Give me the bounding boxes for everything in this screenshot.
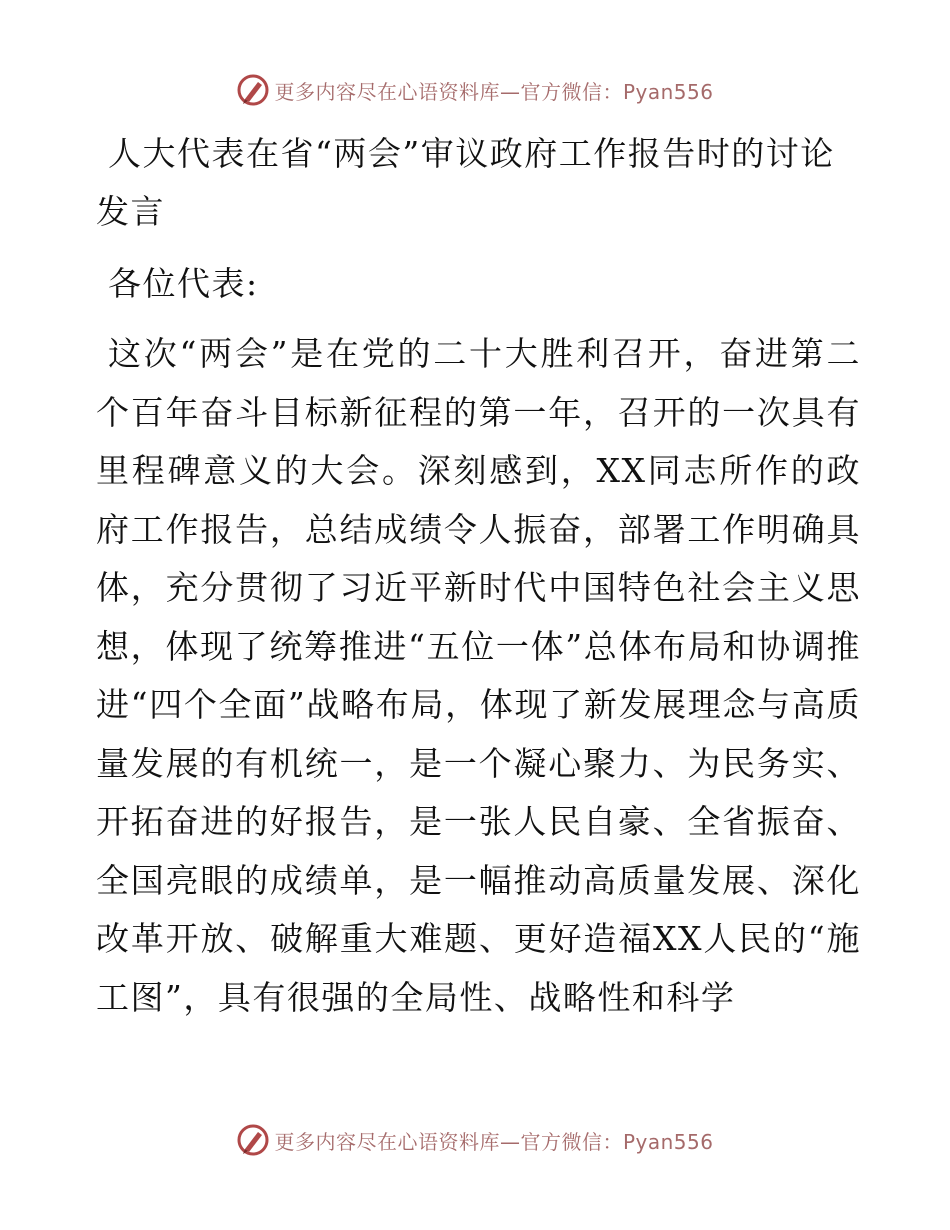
pen-logo-icon [236,73,270,107]
body-paragraph: 这次“两会”是在党的二十大胜利召开，奋进第二个百年奋斗目标新征程的第一年，召开的一次具有里程碑意义的大会。深刻感到，XX同志所作的政府工作报告，总结成绩令人振奋，部署工作明确具体，充分贯彻了习近平新时代中国特色社会主义思想，体现了统筹推进“五位一体”总体布局和协调推进“四个全面”战略布局，体现了新发展理念与高质量发展的有机统一，是一个凝心聚力、为民务实、开拓奋进的好报告，是一张人民自豪、全省振奋、全国亮眼的成绩单，是一幅推动高质量发展、深化改革开放、破解重大难题、更好造福XX人民的“施工图”，具有很强的全局性、战略性和科学 [96,334,861,1017]
pen-logo-icon [236,1123,270,1157]
document-body [96,125,861,1027]
header-watermark-text: 更多内容尽在心语资料库—官方微信：Pyan556 [274,79,714,104]
footer-watermark [0,1120,950,1160]
salutation: 各位代表: [108,264,259,303]
footer-watermark-text: 更多内容尽在心语资料库—官方微信：Pyan556 [274,1129,714,1154]
document-title: 人大代表在省“两会”审议政府工作报告时的讨论发言 [96,134,835,231]
header-watermark [0,70,950,110]
